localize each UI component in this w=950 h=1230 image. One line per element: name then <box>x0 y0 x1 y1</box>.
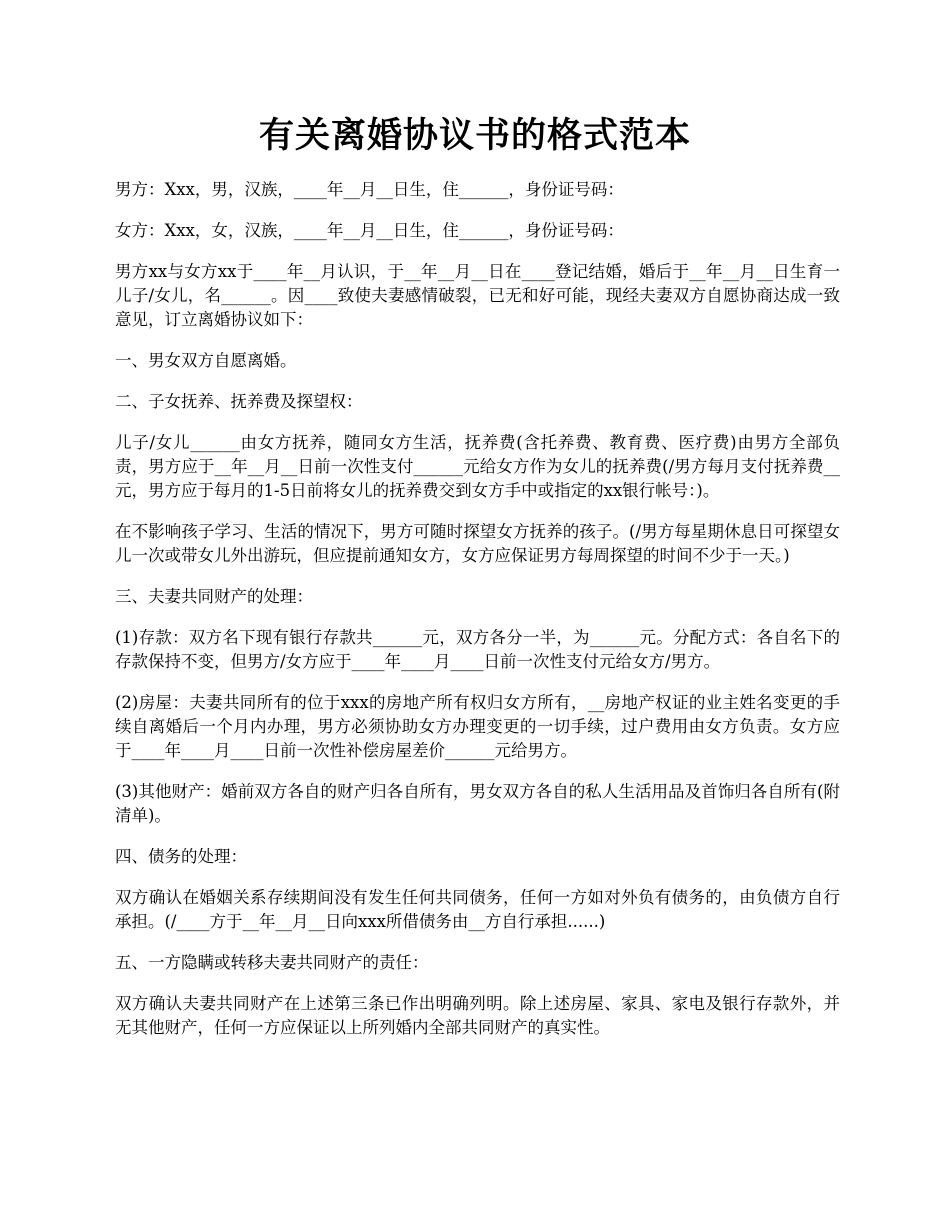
section-heading-concealment: 五、一方隐瞒或转移夫妻共同财产的责任： <box>115 953 429 972</box>
paragraph-husband-info: 男方：Xxx，男，汉族，____年__月__日生，住______，身份证号码： <box>115 180 624 199</box>
paragraph-debts: 双方确认在婚姻关系存续期间没有发生任何共同债务，任何一方如对外负有债务的，由负债方自行承担。(/____方于__年__月__日向xxx所借债务由__方自行承担......) <box>115 888 840 931</box>
section-heading-divorce: 一、男女双方自愿离婚。 <box>115 351 297 370</box>
paragraph-concealment: 双方确认夫妻共同财产在上述第三条已作出明确列明。除上述房屋、家具、家电及银行存款外，并无其他财产，任何一方应保证以上所列婚内全部共同财产的真实性。 <box>115 994 840 1037</box>
document-title: 有关离婚协议书的格式范本 <box>258 115 691 156</box>
paragraph-wife-info: 女方：Xxx，女，汉族，____年__月__日生，住______，身份证号码： <box>115 221 624 240</box>
paragraph-custody-support: 儿子/女儿______由女方抚养，随同女方生活，抚养费(含托养费、教育费、医疗费)由男方全部负责，男方应于__年__月__日前一次性支付______元给女方作为女儿的抚养费(/男方每月支付抚养费__元，男方应于每月的1-5日前将女儿的抚养费交到女方手中或指定的xx银行帐号：)。 <box>115 433 840 500</box>
document-body <box>115 178 840 1057</box>
paragraph-deposits: (1)存款：双方名下现有银行存款共______元，双方各分一半，为______元。分配方式：各自名下的存款保持不变，但男方/女方应于____年____月____日前一次性支付元给女方/男方。 <box>115 628 840 671</box>
section-heading-debts: 四、债务的处理： <box>115 847 247 866</box>
paragraph-house: (2)房屋：夫妻共同所有的位于xxx的房地产所有权归女方所有，__房地产权证的业主姓名变更的手续自离婚后一个月内办理，男方必须协助女方办理变更的一切手续，过户费用由女方负责。女方应于____年____月____日前一次性补偿房屋差价______元给男方。 <box>115 693 840 760</box>
paragraph-visitation: 在不影响孩子学习、生活的情况下，男方可随时探望女方抚养的孩子。(/男方每星期休息日可探望女儿一次或带女儿外出游玩，但应提前通知女方，女方应保证男方每周探望的时间不少于一天。) <box>115 522 840 565</box>
section-heading-property: 三、夫妻共同财产的处理： <box>115 587 313 606</box>
paragraph-background: 男方xx与女方xx于____年__月认识，于__年__月__日在____登记结婚，婚后于__年__月__日生育一儿子/女儿，名______。因____致使夫妻感情破裂，已无和好可能，现经夫妻双方自愿协商达成一致意见，订立离婚协议如下： <box>115 262 840 329</box>
paragraph-other-property: (3)其他财产：婚前双方各自的财产归各自所有，男女双方各自的私人生活用品及首饰归各自所有(附清单)。 <box>115 782 840 825</box>
section-heading-custody: 二、子女抚养、抚养费及探望权： <box>115 392 363 411</box>
